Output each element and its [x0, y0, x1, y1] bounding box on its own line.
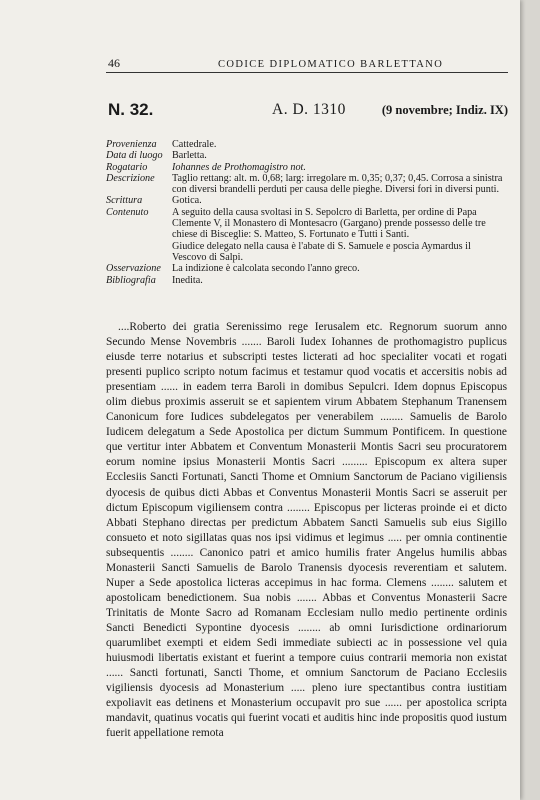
metadata-value-text: Inedita. — [172, 274, 203, 286]
metadata-value-text: Gotica. — [172, 195, 202, 207]
metadata-value — [172, 139, 504, 150]
transcription-body — [106, 320, 507, 741]
metadata-value-text: Taglio rettang: alt. m. 0,68; larg: irregolare m. 0,35; 0,37; 0,45. Corrosa a sinistra con diversi brandelli perduti per causa delle pieghe. Diversi fori in diversi punti. — [172, 172, 503, 196]
metadata-value — [172, 275, 504, 286]
metadata-value-text: Barletta. — [172, 150, 207, 162]
metadata-row — [106, 275, 504, 286]
metadata-value — [172, 207, 504, 263]
metadata-key: Bibliografia — [106, 274, 156, 286]
metadata-row — [106, 150, 504, 161]
metadata-value-text: Giudice delegato nella causa è l'abate di S. Samuele e poscia Aymardus il Vescovo di Salpi. — [172, 240, 471, 263]
metadata-row — [106, 162, 504, 173]
document-date: (9 novembre; Indiz. IX) — [381, 103, 508, 117]
metadata-key: Descrizione — [106, 172, 155, 184]
document-heading — [108, 100, 508, 124]
metadata-key: Contenuto — [106, 206, 149, 218]
metadata-value — [172, 150, 504, 161]
metadata-value-text: A seguito della causa svoltasi in S. Sepolcro di Barletta, per ordine di Papa Clemente V, il Monastero di Montesacro (Gargano) prende possesso delle tre chiese di Bisceglie: S. Matteo, S. Fortunato e Tutti i Santi. — [172, 206, 486, 241]
metadata-value — [172, 173, 504, 196]
running-title: CODICE DIPLOMATICO BARLETTANO — [218, 59, 444, 70]
metadata-row — [106, 263, 504, 274]
metadata-key: Provenienza — [106, 139, 157, 150]
metadata-row — [106, 207, 504, 263]
metadata-table — [106, 139, 504, 286]
header-rule — [106, 72, 508, 73]
metadata-row — [106, 173, 504, 196]
metadata-value — [172, 263, 504, 274]
metadata-value-text: Cattedrale. — [172, 139, 217, 150]
metadata-key: Scrittura — [106, 195, 143, 207]
transcription-paragraph: ....Roberto dei gratia Serenissimo rege Ierusalem etc. Regnorum suorum anno Secundo Mense Novembris ....... Baroli Iudex Iohannes de prothomagistro puplicus eiusde terre notarius et subscripti testes licterati ad hoc specialiter vocati et rogati presenti puplico scripto notum facimus et testamur quod vocatis et accersitis nobis ad presentiam ...... in eadem terra Baroli in domibus Sepulcri. Idem dopnus Episcopus olim diebus proximis asseruit se et sapientem virum Abbatem Stephanum Tranensem Canonicum fore Iudices subdelegatos per venerabilem ........ Samuelis de Barolo Iudicem delegatum a Sede Apostolica per dictum Summum Pontificem. In questione que vertitur inter Abbatem et Conventum Monasterii Montis Sacri seu procuratorem eorum nomine ipsius Monasterii Montis Sacri ......... Episcopum ex altera super Ecclesiis Sancti Fortunati, Sancti Thome et Omnium Sanctorum de Paciano vigiliensis dyocesis de quibus dicti Abbas et Conventus Monasterii Montis Sacri se asseruit per dictum Episcopum vigiliensem contra ........ Episcopus per licteras proinde ei et dicto Abbati Stephano directas per predictum Abbatem Sancti Samuelis sub eius Sigillo consueto et noto sigillatas quas nos ipsi vidimus et legimus ..... per omnia continentie subsequentis ........ Canonico patri et amico humilis frater Angelus humilis abbas Monasterii Sancti Samuelis de Barolo Tranensis dyocesis reverentiam et salutem. Nuper a Sede apostolica licteras accepimus in hac forma. Clemens ........ salutem et apostolicam benedictionem. Sua nobis ....... Abbas et Conventus Monasterii Sacre Trinitatis de Monte Sacro ad Romanam Ecclesiam nullo medio pertinente ordinis Sancti Benedicti Sypontine dyocesis ........ ab omni Iurisdictione ordinariorum quarumlibet exempti et eidem Sedi immediate subiecti ac in possessione vel quia huiusmodi libertatis existant et fuerint a tempore cuius contrarii memoria non existat ...... Sancti fortunati, Sancti Thome, et omnium Sanctorum de Paciano Ecclesiis vigiliensis dyocesis ad Monasterium ..... pleno iure spectantibus contra iustitiam expoliavit eas detinens et Monasterium occupavit pro sue ...... per apostolica scripta mandavit, quatinus vocatis qui fuerint vocati et auditis hinc inde propositis quod iustum fuerit appellatione remota — [106, 321, 507, 740]
metadata-value-text: La indizione è calcolata secondo l'anno greco. — [172, 263, 360, 275]
running-head — [108, 56, 504, 71]
document-year: A. D. 1310 — [272, 101, 346, 118]
page-number: 46 — [108, 56, 120, 70]
metadata-value — [172, 195, 504, 206]
metadata-row — [106, 195, 504, 206]
metadata-key: Rogatario — [106, 161, 148, 173]
metadata-key: Osservazione — [106, 263, 161, 275]
metadata-key: Data di luogo — [106, 150, 163, 162]
metadata-row — [106, 139, 504, 150]
document-number: N. 32. — [108, 100, 154, 119]
metadata-value — [172, 162, 504, 173]
metadata-value-text: Iohannes de Prothomagistro not. — [172, 161, 306, 173]
